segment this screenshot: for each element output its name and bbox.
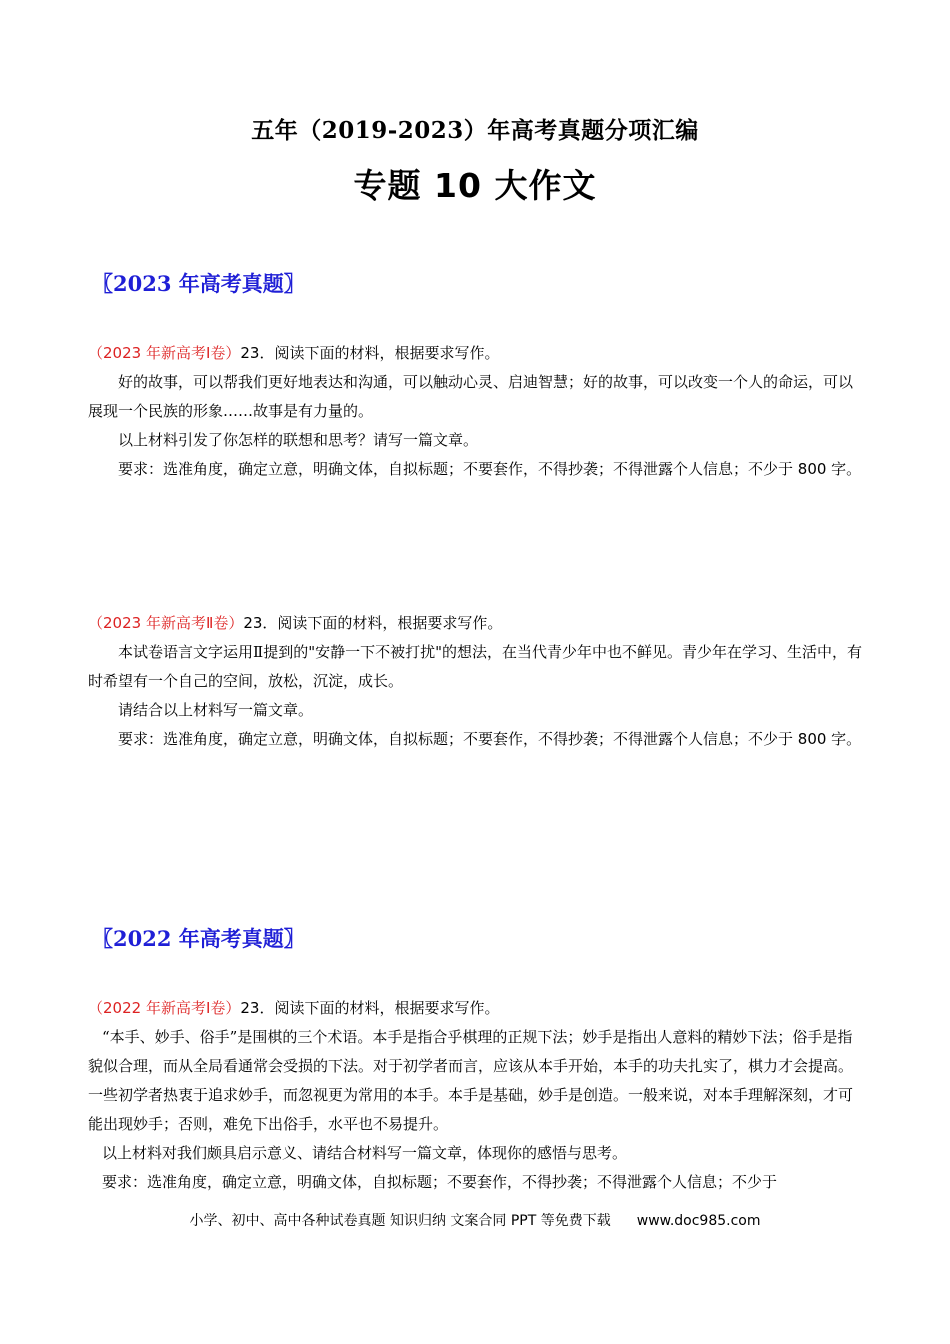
section-heading-2023: 〖2023 年高考真题〗	[92, 271, 305, 296]
question-requirement: 要求：选准角度，确定立意，明确文体，自拟标题；不要套作，不得抄袭；不得泄露个人信息；不少于 800 字。	[118, 460, 862, 478]
question-source: （2022 年新高考Ⅰ卷）	[88, 999, 241, 1017]
question-number: 23．阅读下面的材料，根据要求写作。	[243, 614, 503, 632]
document-title: 五年（2019-2023）年高考真题分项汇编	[251, 117, 699, 144]
question-requirement: 要求：选准角度，确定立意，明确文体，自拟标题；不要套作，不得抄袭；不得泄露个人信息；不少于 800 字。	[118, 730, 862, 748]
page-footer	[0, 1210, 950, 1230]
section-heading-2022: 〖2022 年高考真题〗	[92, 926, 305, 951]
document-subtitle: 专题 10 大作文	[353, 166, 597, 205]
question-source: （2023 年新高考Ⅰ卷）	[88, 344, 241, 362]
question-prompt: 以上材料引发了你怎样的联想和思考？请写一篇文章。	[118, 431, 479, 449]
footer-text: 小学、初中、高中各种试卷真题 知识归纳 文案合同 PPT 等免费下载	[189, 1213, 611, 1229]
question-2023-2	[88, 609, 863, 754]
question-source: （2023 年新高考Ⅱ卷）	[88, 614, 244, 632]
footer-url[interactable]: www.doc985.com	[636, 1213, 761, 1229]
question-number: 23．阅读下面的材料，根据要求写作。	[240, 344, 500, 362]
question-number: 23．阅读下面的材料，根据要求写作。	[240, 999, 500, 1017]
question-material: 本试卷语言文字运用Ⅱ提到的"安静一下不被打扰"的想法，在当代青少年中也不鲜见。青少年在学习、生活中，有时希望有一个自己的空间，放松，沉淀，成长。	[88, 643, 862, 690]
question-requirement: 要求：选准角度，确定立意，明确文体，自拟标题；不要套作，不得抄袭；不得泄露个人信息；不少于	[102, 1173, 778, 1191]
question-prompt: 以上材料对我们颇具启示意义、请结合材料写一篇文章，体现你的感悟与思考。	[102, 1144, 628, 1162]
question-2023-1	[88, 339, 863, 484]
question-header	[88, 994, 863, 1023]
question-prompt: 请结合以上材料写一篇文章。	[118, 701, 314, 719]
question-header	[88, 339, 863, 368]
question-2022-1	[88, 994, 863, 1197]
question-header	[88, 609, 863, 638]
question-material: 好的故事，可以帮我们更好地表达和沟通，可以触动心灵、启迪智慧；好的故事，可以改变一个人的命运，可以展现一个民族的形象……故事是有力量的。	[88, 373, 854, 420]
question-material: “本手、妙手、俗手”是围棋的三个术语。本手是指合乎棋理的正规下法；妙手是指出人意料的精妙下法；俗手是指貌似合理，而从全局看通常会受损的下法。对于初学者而言，应该从本手开始，本手的功夫扎实了，棋力才会提高。一些初学者热衷于追求妙手，而忽视更为常用的本手。本手是基础，妙手是创造。一般来说，对本手理解深刻，才可能出现妙手；否则，难免下出俗手，水平也不易提升。	[88, 1028, 854, 1133]
